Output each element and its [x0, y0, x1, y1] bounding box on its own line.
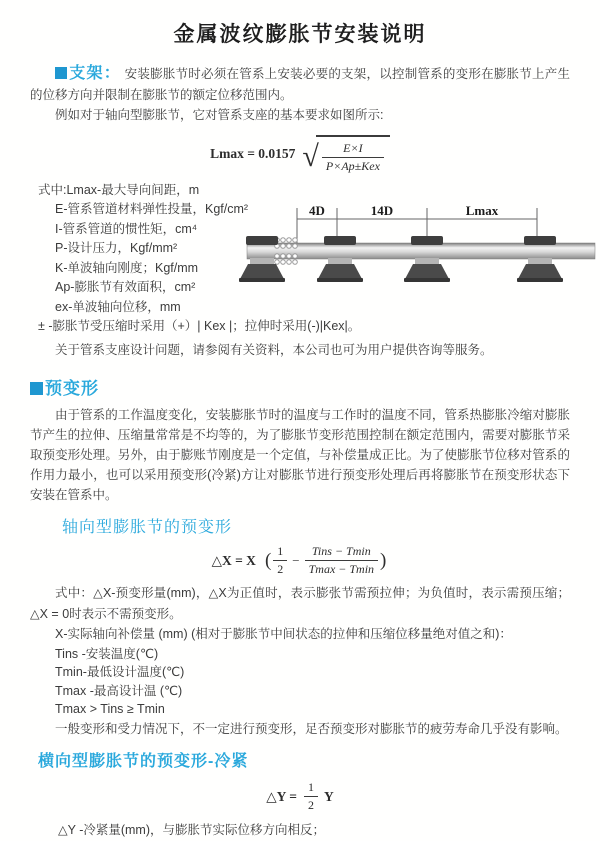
dim-label-14d: 14D — [370, 202, 394, 218]
axial-predeform-formula — [30, 544, 570, 577]
transverse-predeform-formula — [30, 780, 570, 813]
temp-definition-line: Tins -安装温度(℃) — [55, 646, 159, 661]
support-intro-paragraph — [30, 64, 570, 105]
definition-line: P-设计压力，Kgf/mm² — [55, 241, 178, 255]
support-consulting-note: 关于管系支座设计问题，请参阅有关资料，本公司也可为用户提供咨询等服务。 — [55, 342, 493, 357]
definition-line: E-管系管道材料弹性投量，Kgf/cm² — [55, 202, 249, 216]
predeform-paragraph: 由于管系的工作温度变化，安装膨胀节时的温度与工作时的温度不同，管系热膨胀冷缩对膨胀节产生的拉伸、压缩量常常是不均等的，为了膨胀节变形范围控制在额定范围内，需要对膨胀节采取预变形处理。另外，由于膨账节刚度是一个定值，与补偿量成正比。为了使膨胀节位移对管系的作用力最小，也可以采用预变形(冷紧)方让对膨胀节进行预变形处理后再将膨胀节在预变形状态下安装在管系中。 — [30, 408, 570, 502]
half-numerator: 1 — [307, 780, 314, 794]
lmax-formula — [30, 135, 570, 174]
predeform-heading-text: 预变形 — [45, 379, 99, 398]
temperature-fraction-denominator: Tmax − Tmin — [305, 560, 378, 577]
temp-definition-line: Tmin-最低设计温度(℃) — [55, 665, 185, 679]
radical-content — [316, 135, 390, 174]
axial-subsection-heading: 轴向型膨胀节的预变形 — [62, 519, 233, 536]
one-half-fraction — [273, 544, 287, 577]
lmax-fraction — [322, 141, 384, 174]
dimension-labels — [309, 203, 499, 218]
plus-minus-note-line: ± -膨胀节受压缩时采用（+）| Kex |；拉伸时采用(-)|Kex|。 — [38, 319, 361, 333]
pipe — [247, 243, 595, 259]
half-numerator: 1 — [277, 544, 284, 558]
page-title: 金属波纹膨胀节安装说明 — [173, 23, 427, 46]
support-intro-text: 安装膨胀节时必须在管系上安装必要的支架，以控制管系的变形在膨胀节上产生的位移方向并限制在膨胀节的额定位移范围内。 — [30, 67, 570, 102]
definitions-and-diagram — [30, 181, 570, 318]
transverse-subsection-heading: 横向型膨胀节的预变形-冷紧 — [38, 753, 249, 770]
left-paren: ( — [264, 549, 272, 571]
temp-definition-line: Tmax > Tins ≥ Tmin — [55, 702, 165, 716]
radical-sign-icon: √ — [302, 140, 319, 173]
dim-label-lmax: Lmax — [465, 202, 499, 218]
lmax-formula-lhs: Lmax = 0.0157 — [210, 146, 296, 161]
temp-definition-line: Tmax -最高设计温 (℃) — [55, 683, 183, 698]
axial-note-line: 一般变形和受力情况下，不一定进行预变形，足否预变形对膨胀节的疲劳寿命几乎没有影响。 — [55, 721, 568, 736]
blue-square-icon — [30, 382, 43, 395]
definition-line: K-单波轴向刚度；Kgf/mm — [55, 260, 199, 275]
definition-line: Ap-膨胀节有效面积，cm² — [55, 280, 196, 294]
transverse-formula-lhs: △Y = — [266, 788, 297, 804]
right-paren: ) — [380, 549, 387, 571]
support-example-line: 例如对于轴向型膨胀节，它对管系支座的基本要求如图所示: — [55, 108, 384, 122]
definition-line: ex-单波轴向位移，mm — [55, 299, 181, 314]
minus-operator: − — [292, 552, 300, 568]
support-spacing-diagram — [245, 203, 600, 293]
lmax-fraction-denominator: P×Ap±Kex — [322, 157, 384, 174]
axial-explain-line1: 式中：△X-预变形量(mm)，△X为正值时，表示膨张节需预拉伸；为负值时，表示需预压缩；△X = 0时表示不需预变形。 — [30, 586, 570, 621]
half-denominator: 2 — [273, 560, 287, 577]
definition-line: 式中:Lmax-最大导向间距，m — [38, 182, 200, 197]
definition-line: I-管系管道的惯性矩，cm⁴ — [55, 221, 198, 236]
temperature-fraction — [305, 544, 378, 577]
lmax-fraction-numerator: E×I — [343, 140, 363, 155]
transverse-explain-line: △Y -冷紧量(mm)，与膨胀节实际位移方向相反； — [58, 823, 326, 837]
temperature-fraction-numerator: Tins − Tmin — [311, 544, 371, 558]
transverse-formula-rhs: Y — [323, 788, 334, 804]
blue-square-icon — [55, 67, 67, 79]
axial-formula-lhs: △X = X — [211, 552, 256, 568]
support-section-heading: 支架： — [69, 65, 121, 82]
temperature-definitions — [30, 645, 570, 719]
predeform-section-heading — [30, 374, 570, 399]
one-half-fraction — [304, 780, 318, 813]
dim-label-4d: 4D — [309, 202, 325, 218]
half-denominator: 2 — [304, 796, 318, 813]
axial-explain-line2: X-实际轴向补偿量 (mm) (相对于膨胀节中间状态的拉伸和压缩位移量绝对值之和)： — [55, 627, 512, 641]
